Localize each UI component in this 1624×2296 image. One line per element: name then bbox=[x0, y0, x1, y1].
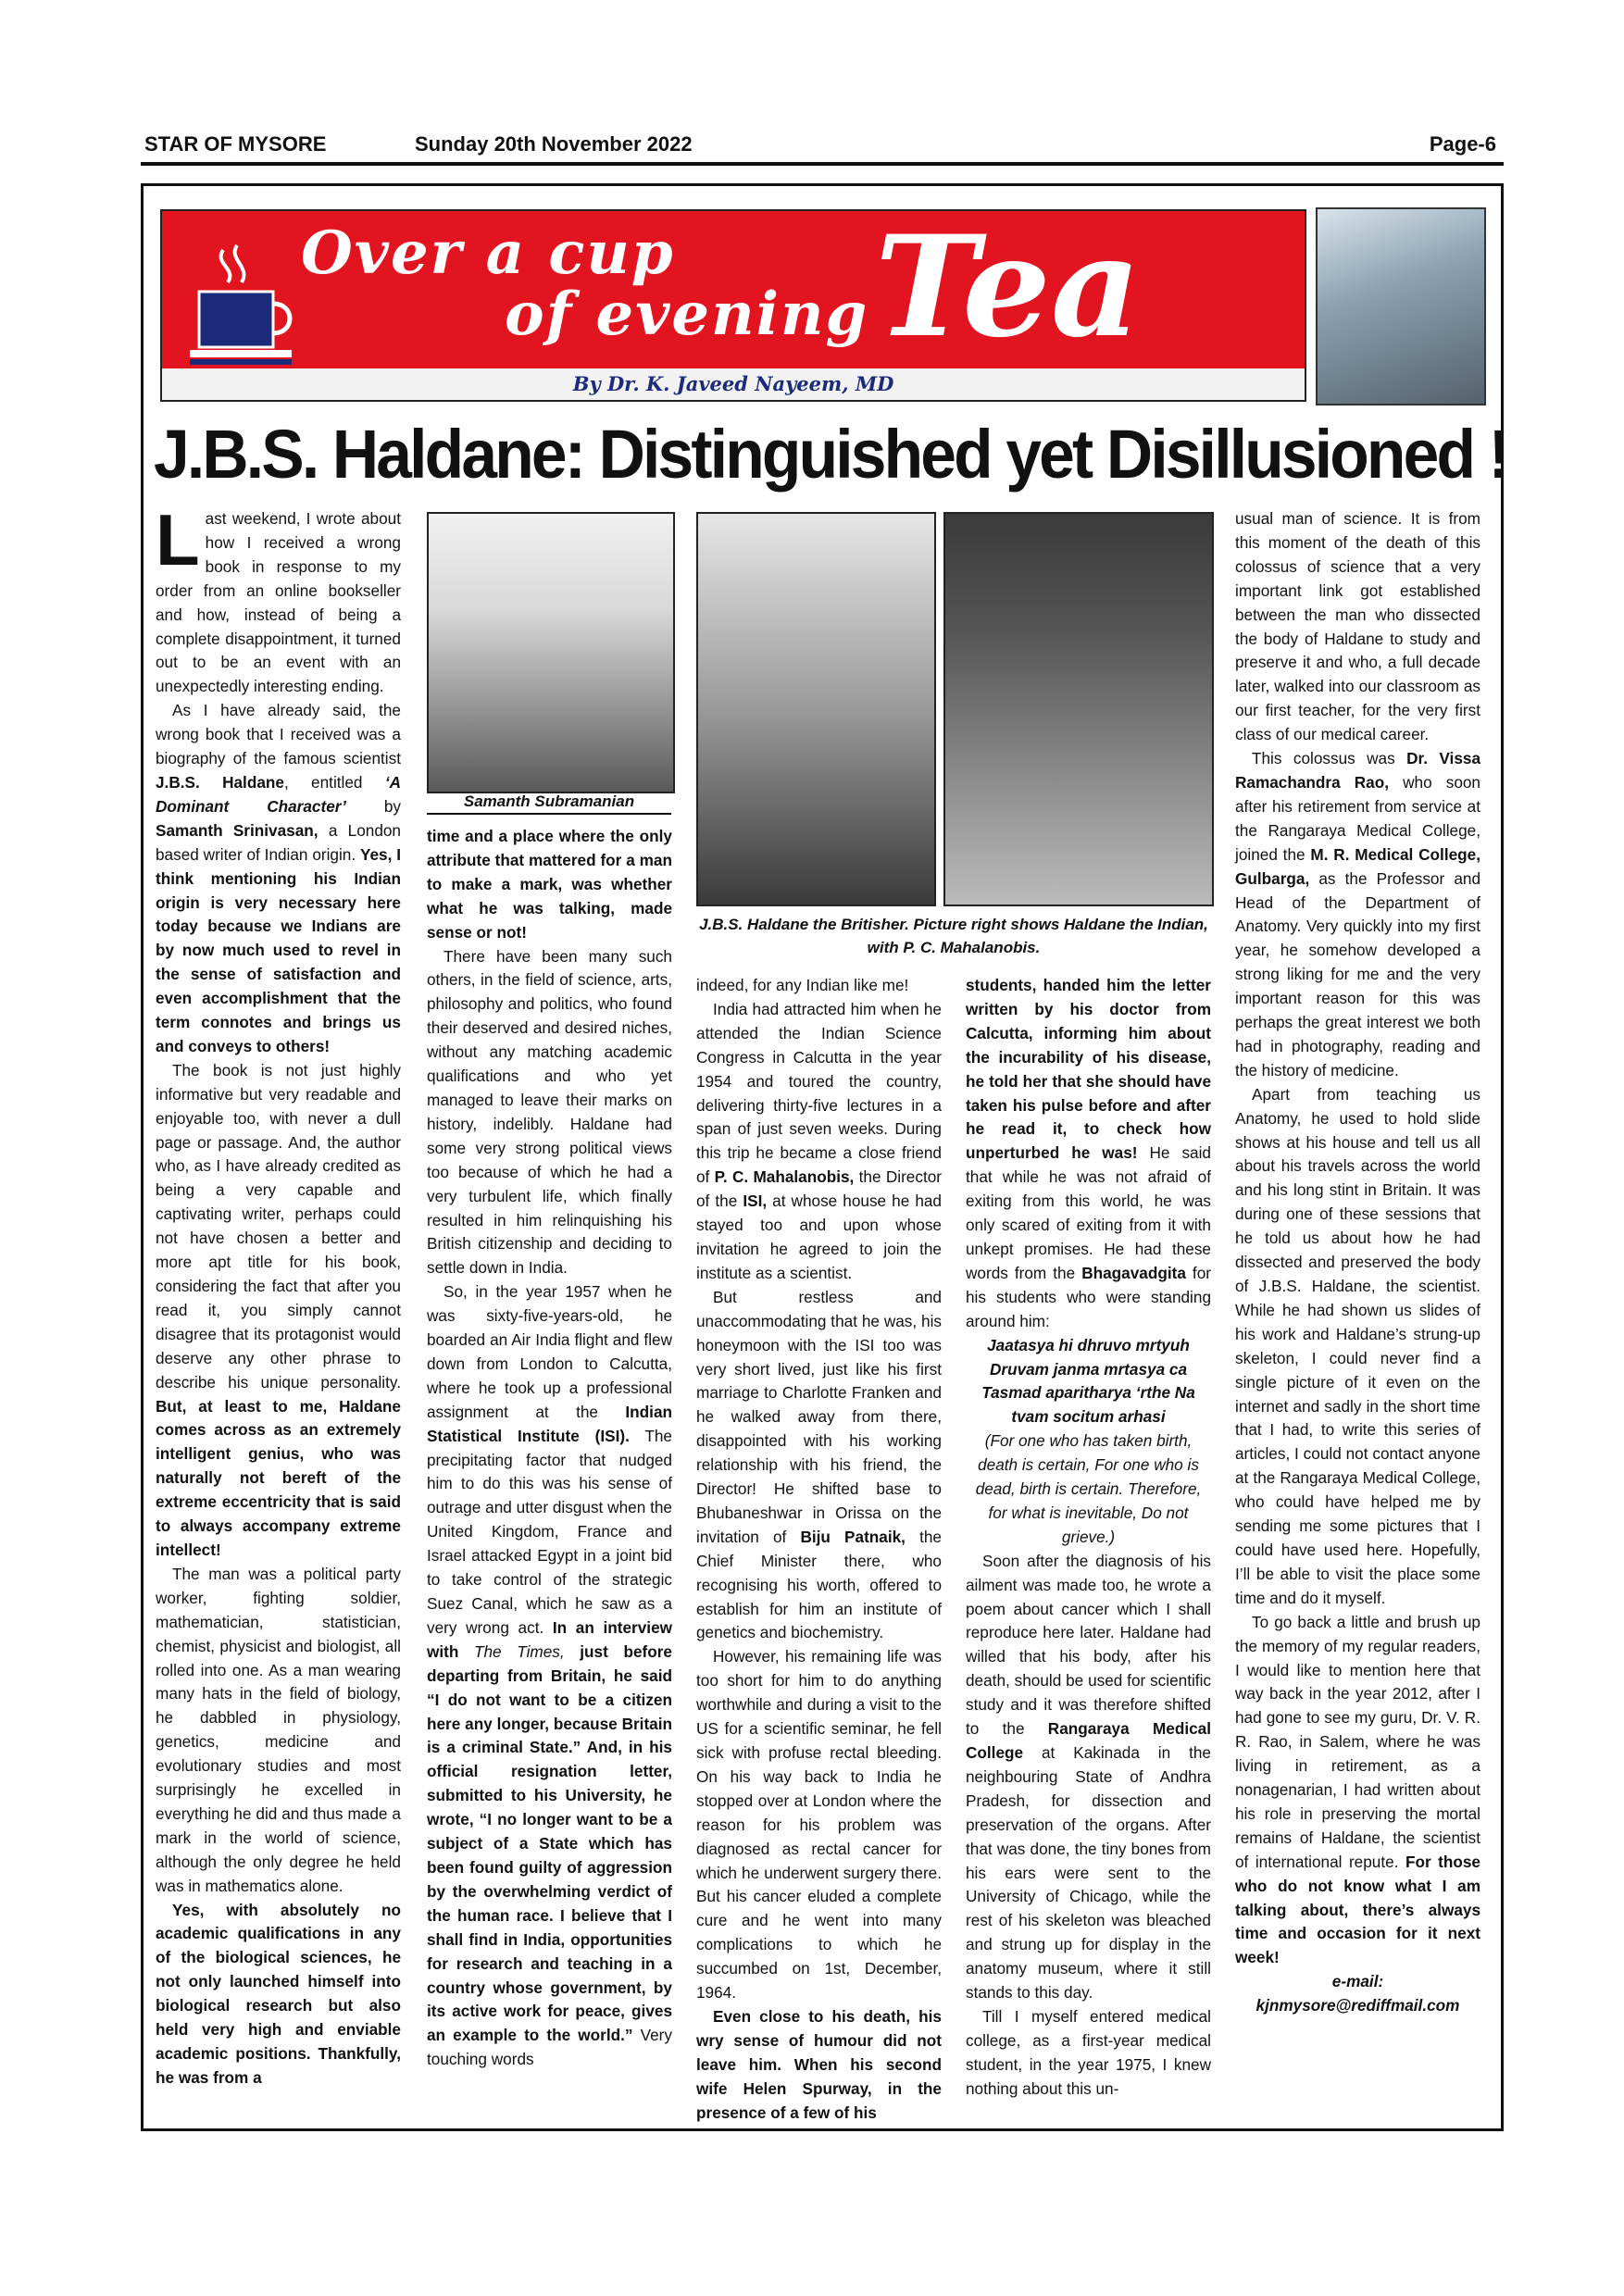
paragraph: Till I myself entered medical college, as a first-year medical student, in the year 1975, I knew nothing about this un- bbox=[966, 2006, 1211, 2098]
verse-translation: (For one who has taken birth, death is certain, For one who is dead, birth is certain. Therefore, for what is inevitable, Do not grieve.) bbox=[975, 1431, 1202, 1546]
paragraph: So, in the year 1957 when he was sixty-five-years-old, he boarded an Air India flight and flew down from London to Calcutta, where he took up a professional assignment at the Indian Statistical Institute (ISI). The precipitating factor that nudged him to do this was his sense of outrage and utter disgust when the United Kingdom, France and Israel attacked Egypt in a joint bid to take control of the strategic Suez Canal, which he saw as a very wrong act. In an interview with The Times, just before departing from Britain, he said “I do not want to be a citizen here any longer, because Britain is a criminal State.” And, in his official resignation letter, submitted to his University, he wrote, “I no longer want to be a subject of a State which has been found guilty of aggression by the overwhelming verdict of the human race. I believe that I shall find in India, opportunities for research and teaching in a country whose government, by its active work for peace, gives an example to the world.” Very touching words bbox=[427, 1282, 673, 2069]
paragraph: Yes, with absolutely no academic qualifications in any of the biological sciences, he not only launched himself into biological research but also held very high and enviable academic positions. Thankfully, he was from a bbox=[156, 1900, 401, 2087]
drop-cap: L bbox=[156, 499, 200, 580]
photo-samanth-subramanian bbox=[427, 512, 675, 793]
publication-name: STAR OF MYSORE bbox=[144, 132, 327, 156]
banner-byline: By Dr. K. Javeed Nayeem, MD bbox=[162, 368, 1305, 400]
page-header bbox=[144, 132, 1496, 160]
paragraph: Last weekend, I wrote about how I received a wrong book in response to my order from an online bookseller and how, instead of being a complete disappointment, it turned out to be an event with an unexpectedly interesting ending. bbox=[156, 499, 401, 696]
page-number: Page-6 bbox=[1429, 132, 1496, 156]
caption-subramanian: Samanth Subramanian bbox=[427, 792, 671, 815]
paragraph: The man was a political party worker, fighting soldier, mathematician, statistician, chemist, physicist and biologist, all rolled into one. As a man wearing many hats in the field of biology, he dabbled in physiology, genetics, medicine and evolutionary studies and most surprisingly he excelled in everything he did and thus made a mark in the world of science, although the only degree he held was in mathematics alone. bbox=[156, 1564, 401, 1895]
article-column-1 bbox=[156, 499, 401, 2090]
email-label: e-mail: bbox=[1331, 1972, 1384, 1991]
paragraph: But restless and unaccommodating that he was, his honeymoon with the ISI too was very short lived, just like his first marriage to Charlotte Franken and he walked away from there, disappointed with his working relationship with his friend, the Director! He shifted base to Bhubaneshwar in Orissa on the invitation of Biju Patnaik, the Chief Minister there, who recognising his worth, offered to establish for him an institute of genetics and biochemistry. bbox=[696, 1287, 942, 1642]
paragraph: students, handed him the letter written by his doctor from Calcutta, informing him about the incurability of his disease, he told her that she should have taken his pulse before and after he read it, to check how unperturbed he was! He said that while he was not afraid of exiting from this world, he was only scared of exiting from it with unkept promises. He had these words from the Bhagavadgita for his students who were standing around him: bbox=[966, 976, 1211, 1330]
paragraph: indeed, for any Indian like me! bbox=[696, 976, 909, 994]
article-column-4 bbox=[966, 974, 1211, 2102]
paragraph: The book is not just highly informative but very readable and enjoyable too, with never a dull page or passage. And, the author who, as I have already credited as being a very capable and captivating writer, perhaps could not have chosen a better and more apt title for his book, considering the fact that after you read it, you simply cannot disagree that its protagonist would deserve any other phrase to describe his unique personality. But, at least to me, Haldane comes across as an extremely intelligent genius, who was naturally not bereft of the extreme eccentricity that is said to always accompany extreme intellect! bbox=[156, 1060, 401, 1559]
paragraph: India had attracted him when he attended the Indian Science Congress in Calcutta in the year 1954 and toured the country, delivering thirty-five lectures in a span of just seven weeks. During this trip he became a close friend of P. C. Mahalanobis, the Director of the ISI, at whose house he had stayed too and upon whose invitation he agreed to join the institute as a scientist. bbox=[696, 999, 943, 1282]
photo-haldane-mahalanobis bbox=[943, 512, 1214, 906]
tea-cup-icon bbox=[186, 241, 306, 370]
author-email[interactable]: kjnmysore@rediffmail.com bbox=[1255, 1996, 1460, 2015]
paragraph: Apart from teaching us Anatomy, he used to hold slide shows at his house and tell us all about his travels across the world and his long stint in Britain. It was during one of these sessions that he told us about how he had dissected and preserved the body of J.B.S. Haldane, the scientist. While he had shown us slides of his work and Haldane’s strung-up skeleton, I could never find a single picture of it even on the internet and sadly in the short time that I had, to write this series of articles, I could not contact anyone at the Rangaraya Medical College, who could have helped me by sending me some pictures that I could have used here. Hopefully, I’ll be able to visit the place some time and do it myself. bbox=[1235, 1084, 1480, 1607]
caption-main: J.B.S. Haldane the Britisher. Picture right shows Haldane the Indian, with P. C. Mahalanobis. bbox=[699, 916, 1208, 956]
article-column-5 bbox=[1235, 507, 1480, 2018]
article-headline: J.B.S. Haldane: Distinguished yet Disillusioned ! bbox=[154, 416, 1507, 493]
sanskrit-verse: Jaatasya hi dhruvo mrtyuh Druvam janma mrtasya ca Tasmad aparitharya ‘rthe Na tvam socitum arhasi bbox=[981, 1335, 1195, 1427]
issue-date: Sunday 20th November 2022 bbox=[415, 132, 693, 156]
paragraph: time and a place where the only attribute that mattered for a man to make a mark, was whether what he was talking, made sense or not! bbox=[427, 827, 672, 942]
header-rule bbox=[141, 162, 1504, 166]
paragraph: Even close to his death, his wry sense of humour did not leave him. When his second wife Helen Spurway, in the presence of a few of his bbox=[696, 2006, 942, 2122]
author-photo bbox=[1316, 207, 1486, 406]
paragraph: As I have already said, the wrong book that I received was a biography of the famous scientist J.B.S. Haldane, entitled ‘A Dominant Character’ by Samanth Srinivasan, a London based writer of Indian origin. Yes, I think mentioning his Indian origin is very necessary here today because we Indians are by now much used to revel in the sense of satisfaction and even accomplishment that the term connotes and brings us and conveys to others! bbox=[156, 701, 401, 1055]
banner-title-line1: Over a cup bbox=[301, 218, 675, 288]
paragraph: This colossus was Dr. Vissa Ramachandra Rao, who soon after his retirement from service at the Rangaraya Medical College, joined the M. R. Medical College, Gulbarga, as the Professor and Head of the Department of Anatomy. Very quickly into my first year, he somehow developed a strong liking for me and the very important reason for this was perhaps the great interest we both had in photography, reading and the history of medicine. bbox=[1235, 749, 1480, 1079]
banner-title-line2: of evening bbox=[505, 280, 869, 349]
paragraph: usual man of science. It is from this moment of the death of this colossus of science that a very important link got established between the man who dissected the body of Haldane to study and preserve it and who, a full decade later, walked into our classroom as our first teacher, for the very first class of our medical career. bbox=[1235, 509, 1480, 744]
column-banner bbox=[160, 206, 1306, 402]
banner-title-tea: Tea bbox=[875, 206, 1142, 368]
article-column-3 bbox=[696, 974, 942, 2126]
photo-haldane-britisher bbox=[696, 512, 936, 906]
paragraph: Soon after the diagnosis of his ailment was made too, he wrote a poem about cancer which I shall reproduce here later. Haldane had willed that his body, after his death, should be used for scientific study and it was therefore shifted to the Rangaraya Medical College at Kakinada in the neighbouring State of Andhra Pradesh, for dissection and preservation of the organs. After that was done, the tiny bones from his ears were sent to the University of Chicago, while the rest of his skeleton was bleached and strung up for display in the anatomy museum, where it still stands to this day. bbox=[966, 1551, 1211, 2003]
paragraph: However, his remaining life was too short for him to do anything worthwhile and during a visit to the US for a scientific seminar, he fell sick with profuse rectal bleeding. On his way back to India he stopped over at London where the reason for his problem was diagnosed as rectal cancer for which he underwent surgery there. But his cancer eluded a complete cure and he went into many complications to which he succumbed on 1st, December, 1964. bbox=[696, 1647, 942, 2003]
article-column-2 bbox=[427, 825, 672, 2072]
paragraph: To go back a little and brush up the memory of my regular readers, I would like to mention here that way back in the year 2012, after I had gone to see my guru, Dr. V. R. R. Rao, in Salem, where he was living in retirement, as a nonagenarian, I had written about his role in preserving the mortal remains of Haldane, the scientist of international repute. For those who do not know what I am talking about, there’s always time and occasion for it next week! bbox=[1235, 1612, 1480, 1967]
paragraph: There have been many such others, in the field of science, arts, philosophy and politics, who found their deserved and desired niches, without any matching academic qualifications and who yet managed to leave their marks on history, indelibly. Haldane had some very strong political views too because of which he had a very turbulent life, which finally resulted in him relinquishing his British citizenship and deciding to settle down in India. bbox=[427, 946, 672, 1278]
